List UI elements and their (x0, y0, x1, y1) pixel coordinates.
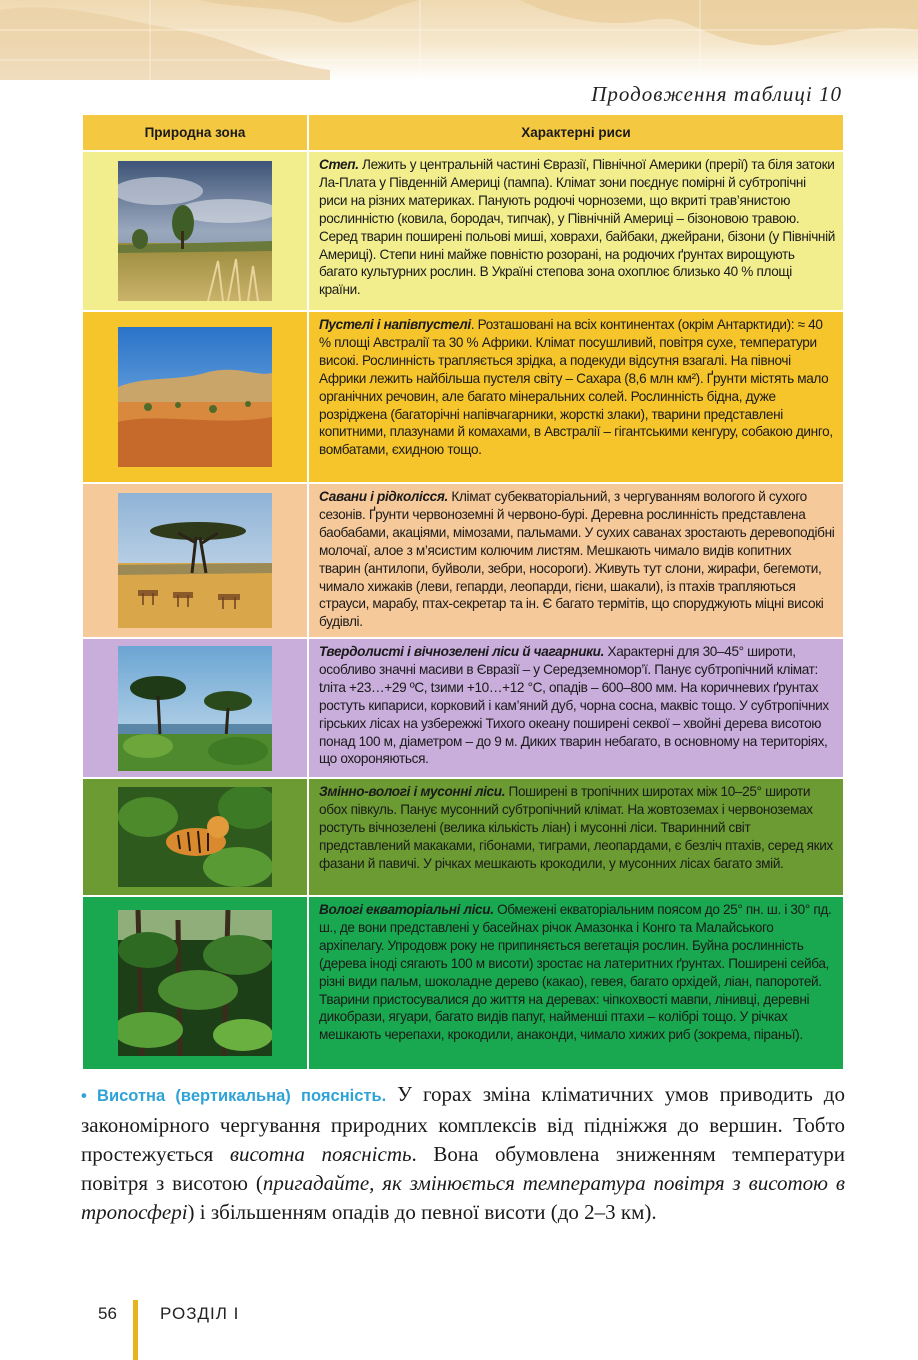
section-label: РОЗДІЛ I (160, 1304, 240, 1323)
paragraph-text-3: ) і збільшенням опадів до певної висоти (до 2–3 км). (187, 1200, 657, 1224)
table-row (82, 778, 844, 896)
natural-zones-table (81, 113, 845, 1071)
zone-description: Клімат субекваторіальний, з чергуванням вологого й сухого сезонів. Ґрунти червоноземні й червоно-бурі. Деревна рослинність представлена баобабами, акаціями, мімозами, пальмами. У сухих саванах зростають деревоподібні молочаї, алое з м’ясистим колючим листям. Мешкають чимало видів копитних тварин (антилопи, буйволи, зебри, носороги). Живуть тут слони, жирафи, бегемоти, чимало хижаків (леви, гепарди, леопарди, гієни, шакали), із птахів трапляються страуси, марабу, птах-секретар та ін. Є багато термітів, що споруджують міцні високі будівлі. (319, 489, 835, 630)
table-row (82, 638, 844, 778)
desert-photo (118, 327, 272, 467)
steppe-photo (118, 161, 272, 301)
paragraph-text-1: У горах зміна кліматичних умов приводить до закономірного чергування природних комплексів від підніжжя до вершин. Тобто простежується (81, 1082, 845, 1166)
table-continuation-caption: Продовження таблиці 10 (591, 82, 842, 106)
zone-description: Обмежені екваторіальним поясом до 25° пн. ш. і 30° пд. ш., де вони представлені у басейнах річок Амазонка і Конго та Малайського архіпелагу. Упродовж року не припиняється вегетація рослин. Буйна рослинність (дерева іноді сягають 100 м висоти) зростає на латеритних ґрунтах. Поширені сейба, різні види пальм, шоколадне дерево (какао), гевея, багато орхідей, ліан, папоротей. Тварини пристосувалися до життя на деревах: чіпкохвості мавпи, лінивці, деревні дикобрази, ягуари, багато видів папуг, найменші птахи – колібрі тощо. У річках мешкають черепахи, крокодили, анаконди, чимало хижих риб (зокрема, піраньї). (319, 902, 832, 1043)
page-number: 56 (98, 1304, 117, 1323)
savanna-photo (118, 493, 272, 628)
zone-name: Твердолисті і вічнозелені ліси й чагарники. (319, 644, 605, 659)
zone-description: Лежить у центральній частині Євразії, Північної Америки (прерії) та біля затоки Ла-Плата у Південній Америці (пампа). Клімат зони поєднує помірні й субтропічні риси на різних материках. Панують родючі чорноземи, що вкриті трав’янистою рослинністю (ковила, бородач, типчак), у Північній Америці – бізоновою травою. Серед тварин поширені польові миші, ховрахи, байбаки, джейрани, бізони (у Північній Америці). Степи нині майже повністю розорані, на родючих ґрунтах вирощують багато культурних рослин. В Україні степова зона охоплює близько 40 % площі країни. (319, 157, 835, 298)
term-altitudinal-zonation: висотна поясність (229, 1142, 412, 1166)
zone-description: . Розташовані на всіх континентах (окрім Антарктиди): ≈ 40 % площі Австралії та 30 % Африки. Клімат посушливий, повітря сухе, температури високі. Рослинність трапляється зрідка, а подекуди відсутня взагалі. На півночі Африки лежить найбільша пустеля світу – Сахара (8,6 млн км²). Ґрунти містять мало органічних речовин, але багато мінеральних солей. Рослинність бідна, дуже розріджена (багаторічні напівчагарники, жорсткі злаки), тварини представлені копитними, плазунами й комахами, в Австралії – гігантськими кенгуру, собакою динго, вомбатами, єхидною тощо. (319, 317, 833, 458)
mediterranean-forest-photo (118, 646, 272, 771)
footer-divider (133, 1300, 138, 1360)
altitudinal-zonation-paragraph (81, 1080, 845, 1227)
map-banner (0, 0, 918, 80)
zone-name: Степ. (319, 157, 359, 172)
zone-description: Поширені в тропічних широтах між 10–25° широти обох півкуль. Панує мусонний субтропічний клімат. На жовтоземах і червоноземах ростуть вічнозелені (велика кількість ліан) і мусонні ліси. Тваринний світ представлений макаками, гібонами, тиграми, леопардами, є безліч птахів, серед яких фазани й павичі. У річках мешкають крокодили, у мусонних лісах багато змій. (319, 784, 833, 871)
rainforest-photo (118, 910, 272, 1056)
zone-name: Вологі екваторіальні ліси. (319, 902, 494, 917)
paragraph-heading: • Висотна (вертикальна) поясність. (81, 1087, 387, 1105)
zone-name: Савани і рідколісся. (319, 489, 448, 504)
paragraph-text-2: . Вона обумовлена зниженням температури повітря з висотою ( (81, 1142, 845, 1195)
zone-description: Характерні для 30–45° широти, особливо значні масиви в Євразії – у Середземномор’ї. Панує субтропічний клімат: tліта +23…+29 ºС, tзими +10…+12 °С, опадів – 600–800 мм. На коричневих ґрунтах ростуть кипариси, корковий і кам’яний дуб, чорна сосна, маквіс тощо. У субтропічних гірських лісах на узбережжі Тихого океану поширені секвої – хвойні дерева висотою понад 100 м, діаметром – до 9 м. Диких тварин небагато, в основному на територіях, що охороняються. (319, 644, 829, 767)
recall-prompt: пригадайте, як змінюється температура повітря з висотою в тропосфері (81, 1171, 845, 1224)
column-header-zone: Природна зона (82, 114, 308, 151)
column-header-features: Характерні риси (308, 114, 844, 151)
zone-name: Змінно-вологі і мусонні ліси. (319, 784, 506, 799)
tiger-photo (118, 787, 272, 887)
table-row (82, 483, 844, 638)
table-row (82, 151, 844, 311)
world-map-decoration (0, 0, 918, 80)
table-row (82, 896, 844, 1070)
table-row (82, 311, 844, 483)
zone-name: Пустелі і напівпустелі (319, 317, 471, 332)
